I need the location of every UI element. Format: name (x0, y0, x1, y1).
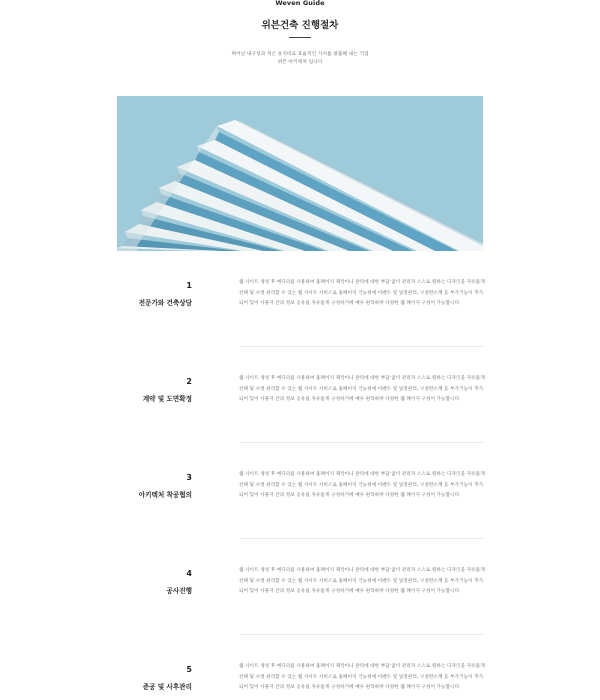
building-facade-icon (117, 96, 483, 251)
brand-label: Weven Guide (275, 0, 325, 7)
step-number: 2 (186, 377, 192, 386)
step-divider (239, 538, 485, 539)
step-description: 웹 사이트 생성 후 에디터를 사용하여 홈페이지 제작이나 관리에 대한 부담 없이 관리자 스스로 원하는 디자인을 자유롭게 선택 및 수정 관리할 수 있는 웹 사이트 서비스로 홈페이지 기능위에 이벤트 및 일정관리, 구성완소계 등 부가기능이 추가되어 있어 사용자 간의 정보 공유를 자유롭게 구성하거에 매우 편리하며 다양한 웹 페이지 구성이 가능합니다. (239, 280, 485, 306)
title-divider (289, 37, 311, 38)
step-number: 4 (186, 569, 192, 578)
step-description: 웹 사이트 생성 후 에디터를 사용하여 홈페이지 제작이나 관리에 대한 부담 없이 관리자 스스로 원하는 디자인을 자유롭게 선택 및 수정 관리할 수 있는 웹 사이트 서비스로 홈페이지 기능위에 이벤트 및 일정관리, 구성완소계 등 부가기능이 추가되어 있어 사용자 간의 정보 공유를 자유롭게 구성하거에 매우 편리하며 다양한 웹 페이지 구성이 가능합니다. (239, 472, 485, 498)
step-number: 1 (186, 281, 192, 290)
step-title: 공사진행 (166, 587, 192, 595)
step-number: 5 (186, 665, 192, 674)
step-description: 웹 사이트 생성 후 에디터를 사용하여 홈페이지 제작이나 관리에 대한 부담 없이 관리자 스스로 원하는 디자인을 자유롭게 선택 및 수정 관리할 수 있는 웹 사이트 서비스로 홈페이지 기능위에 이벤트 및 일정관리, 구성완소계 등 부가기능이 추가되어 있어 사용자 간의 정보 공유를 자유롭게 구성하거에 매우 편리하며 다양한 웹 페이지 구성이 가능합니다. (239, 664, 485, 690)
intro-line-2: 위븐 아키텍처 입니다 (277, 60, 323, 65)
intro-line-1: 뛰어난 내구성과 적은 유지비로 효율적인 가치를 창출해 내는 기업 (231, 52, 369, 57)
hero-building-image (117, 96, 483, 251)
step-description: 웹 사이트 생성 후 에디터를 사용하여 홈페이지 제작이나 관리에 대한 부담 없이 관리자 스스로 원하는 디자인을 자유롭게 선택 및 수정 관리할 수 있는 웹 사이트 서비스로 홈페이지 기능위에 이벤트 및 일정관리, 구성완소계 등 부가기능이 추가되어 있어 사용자 간의 정보 공유를 자유롭게 구성하거에 매우 편리하며 다양한 웹 페이지 구성이 가능합니다. (239, 376, 485, 402)
step-title: 준공 및 사후관리 (142, 683, 192, 691)
step-number: 3 (186, 473, 192, 482)
step-title: 전문가와 건축상담 (138, 299, 192, 307)
step-divider (239, 346, 485, 347)
intro-text (0, 51, 600, 67)
step-title: 계약 및 도면확정 (142, 395, 192, 403)
step-divider (239, 442, 485, 443)
step-description: 웹 사이트 생성 후 에디터를 사용하여 홈페이지 제작이나 관리에 대한 부담 없이 관리자 스스로 원하는 디자인을 자유롭게 선택 및 수정 관리할 수 있는 웹 사이트 서비스로 홈페이지 기능위에 이벤트 및 일정관리, 구성완소계 등 부가기능이 추가되어 있어 사용자 간의 정보 공유를 자유롭게 구성하거에 매우 편리하며 다양한 웹 페이지 구성이 가능합니다. (239, 568, 485, 594)
step-divider (239, 634, 485, 635)
step-title: 아키텍처 착공협의 (138, 491, 192, 499)
page-title: 위븐건축 진행절차 (261, 20, 339, 31)
